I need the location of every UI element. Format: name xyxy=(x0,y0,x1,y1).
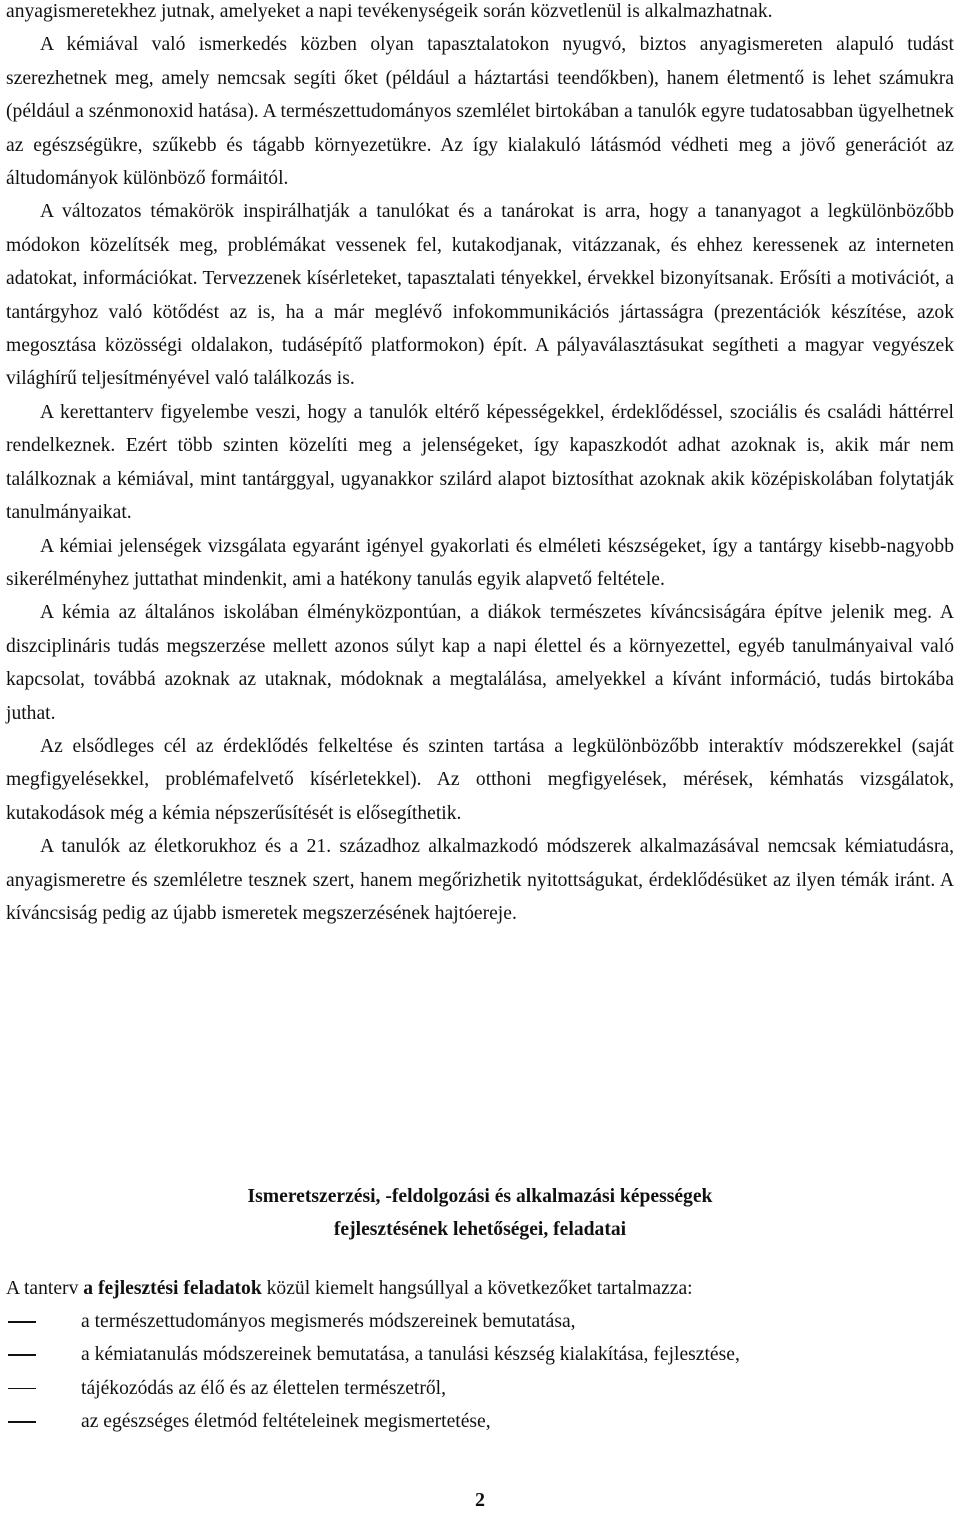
list-item-text: a kémiatanulás módszereinek bemutatása, a tanulási készség kialakítása, fejlesztése, xyxy=(81,1344,740,1366)
paragraph-chemistry-experience: A kémiával való ismerkedés közben olyan tapasztalatokon nyugvó, biztos anyagismereten alapuló tudást szerezhetnek meg, amely nemcsak segíti őket (például a háztartási teendőkben), hanem életmentő is lehet számukra (például a szénmonoxid hatása). A természettudományos szemlélet birtokában a tanulók egyre tudatosabban ügyelhetnek az egészségükre, szűkebb és tágabb környezetükre. Az így kialakuló látásmód védheti meg a jövő generációt az áltudományok különböző formáitól. xyxy=(6,34,954,190)
page-number: 2 xyxy=(475,1489,485,1511)
dash-bullet-icon xyxy=(8,1354,36,1356)
dash-bullet-icon xyxy=(8,1388,36,1390)
dash-bullet-icon xyxy=(8,1321,36,1323)
list-item-text: tájékozódás az élő és az élettelen természetről, xyxy=(81,1377,447,1399)
paragraph-primary-goal: Az elsődleges cél az érdeklődés felkeltése és szinten tartása a legkülönbözőbb interaktív módszerekkel (saját megfigyelésekkel, problémafelvető kísérletekkel). Az otthoni megfigyelések, mérések, kémhatás vizsgálatok, kutakodások még a kémia népszerűsítését is elősegíthetik. xyxy=(6,735,954,824)
list-item xyxy=(6,1338,954,1371)
list-item-text: a természettudományos megismerés módszereinek bemutatása, xyxy=(81,1311,576,1332)
development-tasks-list xyxy=(6,1305,954,1439)
intro-text-bold: a fejlesztési feladatok xyxy=(83,1278,262,1299)
paragraph-primary-school: A kémia az általános iskolában élményközpontúan, a diákok természetes kíváncsiságára építve jelenik meg. A diszciplináris tudás megszerzése mellett azonos súlyt kap a napi élettel és a környezettel, egyéb tanulmányaival való kapcsolat, továbbá azoknak az utaknak, módoknak a megtalálása, amelyekkel a kívánt információ, tudás birtokába juthat. xyxy=(6,602,954,724)
paragraph-chemical-phenomena: A kémiai jelenségek vizsgálata egyaránt igényel gyakorlati és elméleti készségeket, így a tantárgy kisebb-nagyobb sikerélményhez juttathat mindenkit, ami a hatékony tanulás egyik alapvető feltétele. xyxy=(6,535,954,590)
intro-text-before: A tanterv xyxy=(6,1278,84,1299)
intro-sentence xyxy=(6,1272,954,1305)
list-item xyxy=(6,1372,954,1405)
section-heading-line-2: fejlesztésének lehetőségei, feladatai xyxy=(333,1219,627,1241)
list-item xyxy=(6,1305,954,1338)
dash-bullet-icon xyxy=(8,1421,36,1423)
paragraph-continuation: anyagismeretekhez jutnak, amelyeket a napi tevékenységeik során közvetlenül is alkalmazhatnak. xyxy=(6,1,773,22)
section-heading xyxy=(0,1180,960,1247)
paragraph-diverse-topics: A változatos témakörök inspirálhatják a tanulókat és a tanárokat is arra, hogy a tananyagot a legkülönbözőbb módokon közelítsék meg, problémákat vessenek fel, kutakodjanak, vitázzanak, és ehhez keressenek az interneten adatokat, információkat. Tervezzenek kísérleteket, tapasztalati tényekkel, érvekkel bizonyítsanak. Erősíti a motivációt, a tantárgyhoz való kötődést az is, ha a már meglévő infokommunikációs jártasságra (prezentációk készítése, azok megosztása közösségi oldalakon, tudásépítő platformokon) épít. A pályaválasztásukat segítheti a magyar vegyészek világhírű teljesítményével való találkozás is. xyxy=(6,201,954,390)
section-heading-line-1: Ismeretszerzési, -feldolgozási és alkalmazási képességek xyxy=(247,1186,713,1207)
list-item xyxy=(6,1405,954,1438)
paragraph-age-methods: A tanulók az életkorukhoz és a 21. századhoz alkalmazkodó módszerek alkalmazásával nemcsak kémiatudásra, anyagismeretre és szemléletre tesznek szert, hanem megőrizhetik nyitottságukat, érdeklődésüket az ilyen témák iránt. A kíváncsiság pedig az újabb ismeretek megszerzésének hajtóereje. xyxy=(6,836,954,924)
list-item-text: az egészséges életmód feltételeinek megismertetése, xyxy=(81,1411,491,1433)
body-text xyxy=(6,0,954,930)
intro-text-after: közül kiemelt hangsúllyal a következőket tartalmazza: xyxy=(261,1278,693,1299)
paragraph-framework-curriculum: A kerettanterv figyelembe veszi, hogy a tanulók eltérő képességekkel, érdeklődéssel, szociális és családi háttérrel rendelkeznek. Ezért több szinten közelíti meg a jelenségeket, így kapaszkodót adhat azoknak is, akik már nem találkoznak a kémiával, mint tantárggyal, ugyanakkor szilárd alapot biztosíthat azoknak akik középiskolában folytatják tanulmányaikat. xyxy=(6,401,954,524)
